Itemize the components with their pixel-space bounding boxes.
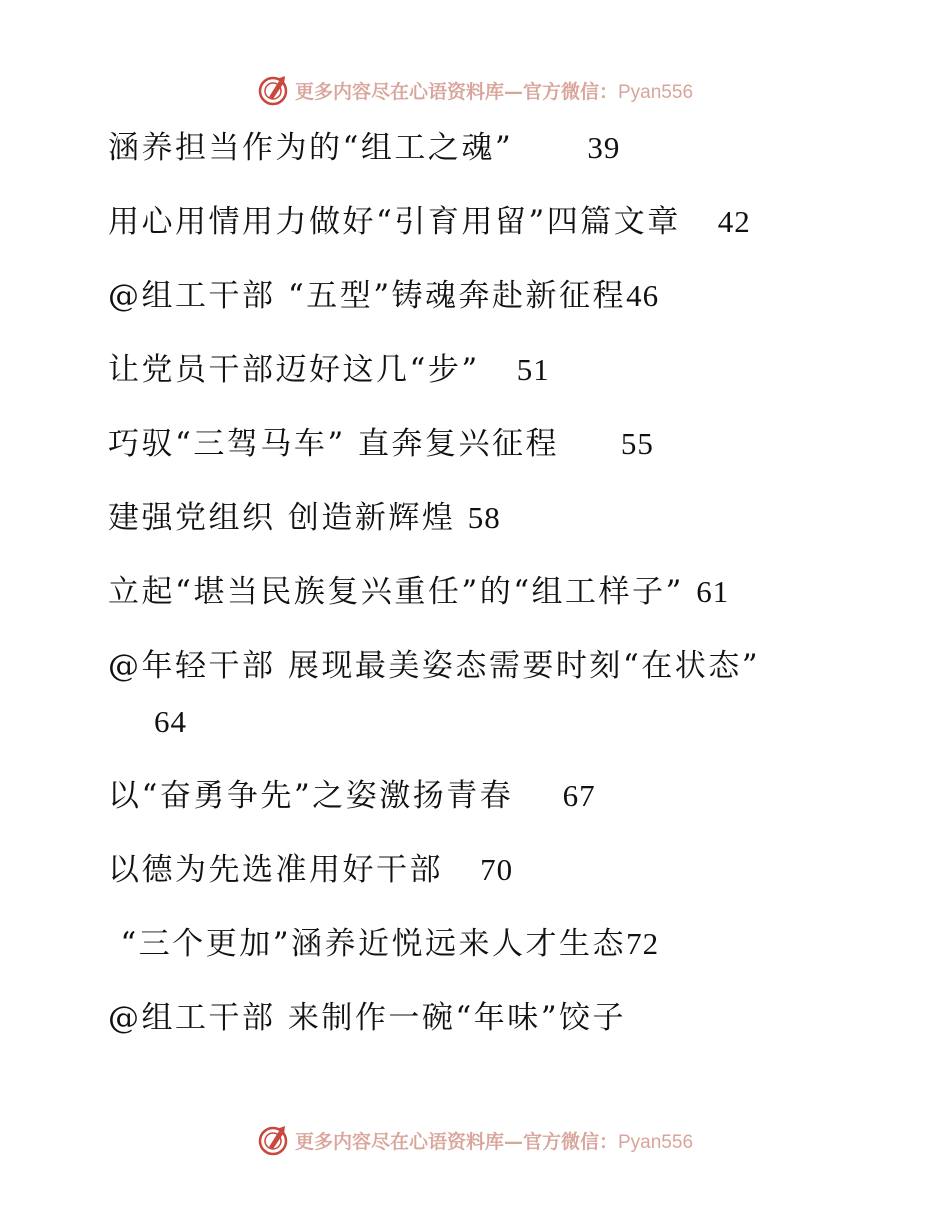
toc-entry-spacer bbox=[513, 778, 562, 814]
toc-entry-page: 46 bbox=[626, 278, 660, 313]
toc-entry[interactable] bbox=[108, 768, 908, 824]
toc-entry-title: 让党员干部迈好这几“步” bbox=[108, 352, 480, 388]
toc-entry[interactable] bbox=[108, 638, 908, 694]
toc-entry-title: “三个更加”涵养近悦远来人才生态 bbox=[108, 926, 627, 962]
toc-entry[interactable] bbox=[108, 990, 908, 1046]
watermark-label: 更多内容尽在心语资料库—官方微信： bbox=[294, 80, 618, 103]
toc-entry[interactable] bbox=[108, 342, 908, 398]
toc-entry-page: 72 bbox=[626, 926, 660, 961]
toc-entry-spacer bbox=[684, 574, 696, 610]
toc-entry[interactable] bbox=[108, 490, 908, 546]
toc-entry[interactable] bbox=[108, 842, 908, 898]
toc-entry-page: 51 bbox=[516, 352, 550, 387]
toc-entry-page: 58 bbox=[467, 500, 501, 535]
toc-entry-spacer bbox=[443, 852, 480, 888]
toc-entry[interactable] bbox=[108, 416, 908, 472]
toc-entry-page: 42 bbox=[717, 204, 751, 239]
table-of-contents bbox=[108, 120, 908, 1046]
watermark-label: 更多内容尽在心语资料库—官方微信： bbox=[294, 1130, 618, 1153]
toc-entry-title: @年轻干部 展现最美姿态需要时刻“在状态” bbox=[108, 648, 761, 684]
footer-watermark bbox=[0, 1120, 950, 1160]
toc-entry[interactable] bbox=[108, 268, 908, 324]
pen-nib-logo-icon bbox=[257, 1123, 291, 1157]
toc-entry-page: 67 bbox=[562, 778, 596, 813]
toc-entry-page-wrapped[interactable] bbox=[108, 694, 908, 750]
toc-entry-page: 70 bbox=[480, 852, 514, 887]
toc-entry-title: 用心用情用力做好“引育用留”四篇文章 bbox=[108, 204, 681, 240]
toc-entry-title: 涵养担当作为的“组工之魂” bbox=[108, 130, 514, 166]
toc-entry-title: 立起“堪当民族复兴重任”的“组工样子” bbox=[108, 574, 684, 610]
toc-entry-title: @组工干部 “五型”铸魂奔赴新征程 bbox=[108, 278, 627, 314]
pen-nib-logo-icon bbox=[257, 73, 291, 107]
toc-entry-title: @组工干部 来制作一碗“年味”饺子 bbox=[108, 1000, 627, 1036]
toc-entry-title: 建强党组织 创造新辉煌 bbox=[108, 500, 456, 536]
toc-entry-page: 64 bbox=[154, 704, 187, 739]
watermark-handle: Pyan556 bbox=[618, 81, 694, 103]
toc-entry[interactable] bbox=[108, 916, 908, 972]
toc-entry-spacer bbox=[480, 352, 517, 388]
toc-entry-title: 以德为先选准用好干部 bbox=[108, 852, 443, 888]
toc-entry[interactable] bbox=[108, 120, 908, 176]
watermark-text bbox=[295, 77, 693, 104]
toc-entry-page: 61 bbox=[696, 574, 730, 609]
toc-entry-title: 巧驭“三驾马车” 直奔复兴征程 bbox=[108, 426, 560, 462]
toc-entry-spacer bbox=[455, 500, 467, 536]
toc-entry-title: 以“奋勇争先”之姿激扬青春 bbox=[108, 778, 514, 814]
watermark-handle: Pyan556 bbox=[618, 1131, 694, 1153]
toc-entry-spacer bbox=[513, 130, 587, 166]
toc-entry-spacer bbox=[681, 204, 718, 240]
toc-entry[interactable] bbox=[108, 194, 908, 250]
watermark-text bbox=[295, 1127, 693, 1154]
header-watermark bbox=[0, 70, 950, 110]
toc-entry-page: 55 bbox=[620, 426, 654, 461]
toc-entry-spacer bbox=[559, 426, 621, 462]
toc-entry[interactable] bbox=[108, 564, 908, 620]
toc-entry-page: 39 bbox=[587, 130, 621, 165]
